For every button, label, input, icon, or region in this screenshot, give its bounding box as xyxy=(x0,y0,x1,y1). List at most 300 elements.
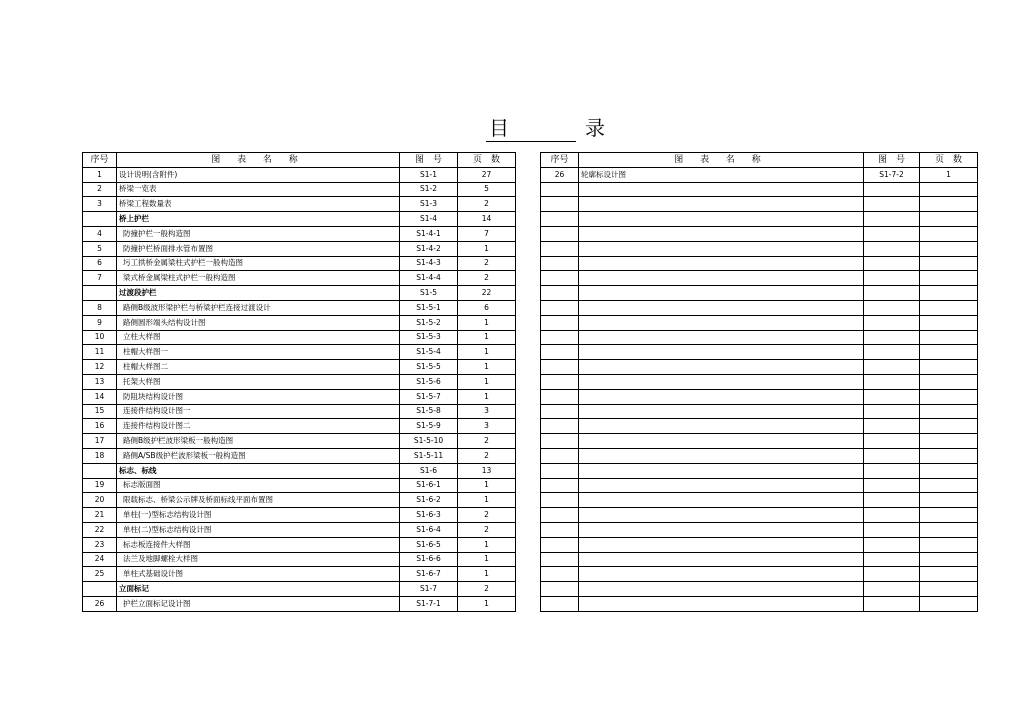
row-drawing-code: S1-5-9 xyxy=(400,419,458,434)
empty-cell xyxy=(864,419,920,434)
empty-cell xyxy=(541,389,579,404)
row-drawing-code: S1-1 xyxy=(400,167,458,182)
table-row xyxy=(83,582,516,597)
row-title: 护栏立面标记设计图 xyxy=(117,596,400,611)
row-number: 3 xyxy=(83,197,117,212)
row-number: 26 xyxy=(83,596,117,611)
empty-cell xyxy=(541,567,579,582)
row-number: 10 xyxy=(83,330,117,345)
header-pages: 页 数 xyxy=(458,153,516,168)
empty-cell xyxy=(920,522,978,537)
row-title: 立面标记 xyxy=(117,582,400,597)
row-page-count: 1 xyxy=(458,537,516,552)
row-drawing-code: S1-7-2 xyxy=(864,167,920,182)
row-title: 防撞护栏一般构造图 xyxy=(117,226,400,241)
empty-cell xyxy=(920,419,978,434)
row-number: 20 xyxy=(83,493,117,508)
row-number: 15 xyxy=(83,404,117,419)
row-number: 26 xyxy=(541,167,579,182)
empty-cell xyxy=(579,463,864,478)
empty-cell xyxy=(579,286,864,301)
row-title: 轮廓标设计图 xyxy=(579,167,864,182)
row-title: 过渡段护栏 xyxy=(117,286,400,301)
empty-cell xyxy=(920,537,978,552)
empty-cell xyxy=(541,300,579,315)
row-drawing-code: S1-6 xyxy=(400,463,458,478)
row-title: 立柱大样图 xyxy=(117,330,400,345)
row-number: 5 xyxy=(83,241,117,256)
row-title: 防阻块结构设计图 xyxy=(117,389,400,404)
empty-cell xyxy=(864,493,920,508)
table-row xyxy=(83,537,516,552)
empty-cell xyxy=(579,434,864,449)
empty-cell xyxy=(864,271,920,286)
row-drawing-code: S1-2 xyxy=(400,182,458,197)
empty-cell xyxy=(864,596,920,611)
row-page-count: 1 xyxy=(458,345,516,360)
empty-row xyxy=(541,508,978,523)
row-number: 14 xyxy=(83,389,117,404)
empty-row xyxy=(541,537,978,552)
row-title: 限载标志、桥梁公示牌及桥面标线平面布置图 xyxy=(117,493,400,508)
table-row xyxy=(83,478,516,493)
empty-cell xyxy=(541,522,579,537)
table-row xyxy=(83,226,516,241)
empty-cell xyxy=(579,374,864,389)
row-number: 24 xyxy=(83,552,117,567)
empty-cell xyxy=(579,567,864,582)
empty-row xyxy=(541,271,978,286)
empty-cell xyxy=(541,374,579,389)
row-page-count: 2 xyxy=(458,448,516,463)
empty-cell xyxy=(864,197,920,212)
empty-cell xyxy=(541,552,579,567)
table-row xyxy=(83,286,516,301)
row-title: 防撞护栏桥面排水管布置图 xyxy=(117,241,400,256)
empty-cell xyxy=(864,286,920,301)
empty-row xyxy=(541,374,978,389)
empty-cell xyxy=(579,212,864,227)
row-page-count: 1 xyxy=(458,389,516,404)
empty-row xyxy=(541,434,978,449)
row-number: 1 xyxy=(83,167,117,182)
empty-row xyxy=(541,197,978,212)
row-page-count: 14 xyxy=(458,212,516,227)
empty-cell xyxy=(541,315,579,330)
table-row xyxy=(83,419,516,434)
row-drawing-code: S1-4 xyxy=(400,212,458,227)
table-row xyxy=(83,167,516,182)
empty-row xyxy=(541,567,978,582)
row-title: 柱帽大样图一 xyxy=(117,345,400,360)
row-page-count: 13 xyxy=(458,463,516,478)
empty-cell xyxy=(864,315,920,330)
catalog-table-left xyxy=(82,152,516,612)
empty-cell xyxy=(579,256,864,271)
row-title: 路侧圆形端头结构设计图 xyxy=(117,315,400,330)
empty-cell xyxy=(579,596,864,611)
table-row xyxy=(83,374,516,389)
row-drawing-code: S1-5-3 xyxy=(400,330,458,345)
table-row xyxy=(83,360,516,375)
empty-row xyxy=(541,463,978,478)
empty-row xyxy=(541,315,978,330)
empty-cell xyxy=(541,241,579,256)
empty-row xyxy=(541,404,978,419)
table-header-row xyxy=(83,153,516,168)
table-row xyxy=(83,345,516,360)
row-number: 13 xyxy=(83,374,117,389)
row-number xyxy=(83,582,117,597)
row-drawing-code: S1-6-5 xyxy=(400,537,458,552)
empty-cell xyxy=(864,448,920,463)
header-code: 图 号 xyxy=(400,153,458,168)
row-number xyxy=(83,286,117,301)
empty-cell xyxy=(541,226,579,241)
row-title: 梁式桥金属梁柱式护栏一般构造图 xyxy=(117,271,400,286)
empty-cell xyxy=(920,360,978,375)
row-title: 单柱式基础设计图 xyxy=(117,567,400,582)
empty-cell xyxy=(541,448,579,463)
row-drawing-code: S1-6-2 xyxy=(400,493,458,508)
title-underline xyxy=(486,141,576,142)
table-row xyxy=(83,522,516,537)
empty-cell xyxy=(864,522,920,537)
row-drawing-code: S1-5 xyxy=(400,286,458,301)
header-code: 图 号 xyxy=(864,153,920,168)
empty-cell xyxy=(920,345,978,360)
empty-cell xyxy=(920,478,978,493)
table-row xyxy=(541,167,978,182)
table-row xyxy=(83,567,516,582)
empty-cell xyxy=(579,315,864,330)
row-page-count: 1 xyxy=(458,360,516,375)
row-page-count: 6 xyxy=(458,300,516,315)
empty-cell xyxy=(541,537,579,552)
row-page-count: 2 xyxy=(458,256,516,271)
table-row xyxy=(83,596,516,611)
empty-cell xyxy=(579,493,864,508)
row-drawing-code: S1-6-6 xyxy=(400,552,458,567)
table-row xyxy=(83,300,516,315)
empty-cell xyxy=(920,330,978,345)
empty-cell xyxy=(920,596,978,611)
empty-row xyxy=(541,419,978,434)
empty-cell xyxy=(541,271,579,286)
empty-cell xyxy=(541,404,579,419)
row-drawing-code: S1-5-8 xyxy=(400,404,458,419)
empty-cell xyxy=(920,567,978,582)
empty-cell xyxy=(864,463,920,478)
row-page-count: 2 xyxy=(458,582,516,597)
row-number: 12 xyxy=(83,360,117,375)
table-row xyxy=(83,271,516,286)
empty-cell xyxy=(864,226,920,241)
empty-row xyxy=(541,226,978,241)
empty-cell xyxy=(541,493,579,508)
empty-cell xyxy=(864,330,920,345)
empty-cell xyxy=(920,404,978,419)
row-drawing-code: S1-6-1 xyxy=(400,478,458,493)
row-title: 单柱(一)型标志结构设计图 xyxy=(117,508,400,523)
empty-row xyxy=(541,552,978,567)
header-no: 序号 xyxy=(83,153,117,168)
table-row xyxy=(83,448,516,463)
empty-cell xyxy=(864,567,920,582)
row-title: 连接件结构设计图二 xyxy=(117,419,400,434)
empty-cell xyxy=(579,508,864,523)
row-title: 托架大样图 xyxy=(117,374,400,389)
row-title: 标志版面图 xyxy=(117,478,400,493)
row-title: 圬工拱桥金属梁柱式护栏一般构造图 xyxy=(117,256,400,271)
empty-cell xyxy=(579,226,864,241)
empty-cell xyxy=(579,345,864,360)
table-row xyxy=(83,404,516,419)
empty-cell xyxy=(541,345,579,360)
empty-cell xyxy=(864,345,920,360)
row-number: 23 xyxy=(83,537,117,552)
empty-cell xyxy=(579,182,864,197)
empty-cell xyxy=(541,286,579,301)
empty-row xyxy=(541,182,978,197)
empty-cell xyxy=(864,182,920,197)
empty-cell xyxy=(579,389,864,404)
empty-cell xyxy=(920,226,978,241)
empty-row xyxy=(541,582,978,597)
header-name: 图 表 名 称 xyxy=(117,153,400,168)
empty-row xyxy=(541,360,978,375)
empty-cell xyxy=(864,212,920,227)
empty-cell xyxy=(920,315,978,330)
empty-cell xyxy=(920,212,978,227)
row-number: 19 xyxy=(83,478,117,493)
row-drawing-code: S1-5-10 xyxy=(400,434,458,449)
empty-cell xyxy=(864,300,920,315)
empty-cell xyxy=(864,404,920,419)
empty-cell xyxy=(864,360,920,375)
empty-row xyxy=(541,478,978,493)
row-drawing-code: S1-4-3 xyxy=(400,256,458,271)
empty-cell xyxy=(579,404,864,419)
row-number: 9 xyxy=(83,315,117,330)
empty-row xyxy=(541,212,978,227)
row-page-count: 1 xyxy=(458,493,516,508)
table-row xyxy=(83,434,516,449)
row-drawing-code: S1-4-1 xyxy=(400,226,458,241)
row-drawing-code: S1-5-1 xyxy=(400,300,458,315)
empty-cell xyxy=(864,582,920,597)
empty-cell xyxy=(579,552,864,567)
page-title: 目 录 xyxy=(489,116,633,140)
row-page-count: 2 xyxy=(458,508,516,523)
row-page-count: 1 xyxy=(458,478,516,493)
row-drawing-code: S1-4-2 xyxy=(400,241,458,256)
header-pages: 页 数 xyxy=(920,153,978,168)
table-row xyxy=(83,493,516,508)
empty-cell xyxy=(541,434,579,449)
row-page-count: 2 xyxy=(458,271,516,286)
empty-cell xyxy=(920,241,978,256)
row-title: 路侧A/SB级护栏波形梁板一般构造图 xyxy=(117,448,400,463)
empty-cell xyxy=(920,434,978,449)
empty-cell xyxy=(541,212,579,227)
empty-cell xyxy=(864,374,920,389)
empty-cell xyxy=(579,197,864,212)
row-number: 11 xyxy=(83,345,117,360)
empty-cell xyxy=(579,241,864,256)
row-drawing-code: S1-7-1 xyxy=(400,596,458,611)
table-row xyxy=(83,389,516,404)
table-row xyxy=(83,463,516,478)
row-number: 6 xyxy=(83,256,117,271)
row-drawing-code: S1-3 xyxy=(400,197,458,212)
row-number: 16 xyxy=(83,419,117,434)
row-page-count: 7 xyxy=(458,226,516,241)
row-page-count: 1 xyxy=(458,241,516,256)
row-number: 17 xyxy=(83,434,117,449)
row-number: 2 xyxy=(83,182,117,197)
empty-cell xyxy=(864,256,920,271)
empty-cell xyxy=(920,300,978,315)
row-title: 柱帽大样图二 xyxy=(117,360,400,375)
row-page-count: 1 xyxy=(458,596,516,611)
table-header-row xyxy=(541,153,978,168)
row-title: 桥上护栏 xyxy=(117,212,400,227)
row-page-count: 22 xyxy=(458,286,516,301)
empty-cell xyxy=(541,463,579,478)
empty-cell xyxy=(920,374,978,389)
row-page-count: 1 xyxy=(458,374,516,389)
row-number: 21 xyxy=(83,508,117,523)
row-number: 25 xyxy=(83,567,117,582)
row-title: 路侧B级波形梁护栏与桥梁护栏连接过渡设计 xyxy=(117,300,400,315)
table-row xyxy=(83,241,516,256)
row-drawing-code: S1-5-4 xyxy=(400,345,458,360)
row-page-count: 2 xyxy=(458,522,516,537)
row-number: 7 xyxy=(83,271,117,286)
table-row xyxy=(83,315,516,330)
row-drawing-code: S1-6-3 xyxy=(400,508,458,523)
row-page-count: 2 xyxy=(458,434,516,449)
row-page-count: 27 xyxy=(458,167,516,182)
row-number xyxy=(83,212,117,227)
row-number: 18 xyxy=(83,448,117,463)
row-drawing-code: S1-6-4 xyxy=(400,522,458,537)
empty-cell xyxy=(920,182,978,197)
empty-cell xyxy=(920,582,978,597)
empty-cell xyxy=(541,596,579,611)
row-drawing-code: S1-5-2 xyxy=(400,315,458,330)
empty-cell xyxy=(541,256,579,271)
row-drawing-code: S1-6-7 xyxy=(400,567,458,582)
empty-row xyxy=(541,330,978,345)
row-page-count: 5 xyxy=(458,182,516,197)
empty-cell xyxy=(579,448,864,463)
empty-row xyxy=(541,522,978,537)
empty-row xyxy=(541,345,978,360)
empty-cell xyxy=(579,330,864,345)
row-title: 标志板连接件大样图 xyxy=(117,537,400,552)
empty-row xyxy=(541,596,978,611)
row-title: 设计说明(含附件) xyxy=(117,167,400,182)
table-row xyxy=(83,212,516,227)
table-row xyxy=(83,197,516,212)
empty-cell xyxy=(920,463,978,478)
row-page-count: 1 xyxy=(458,567,516,582)
row-number: 8 xyxy=(83,300,117,315)
empty-cell xyxy=(541,360,579,375)
empty-cell xyxy=(579,522,864,537)
empty-cell xyxy=(920,256,978,271)
empty-cell xyxy=(864,478,920,493)
empty-row xyxy=(541,286,978,301)
row-number xyxy=(83,463,117,478)
row-drawing-code: S1-7 xyxy=(400,582,458,597)
row-title: 桥梁工程数量表 xyxy=(117,197,400,212)
row-drawing-code: S1-5-11 xyxy=(400,448,458,463)
empty-cell xyxy=(541,330,579,345)
empty-cell xyxy=(541,182,579,197)
empty-cell xyxy=(579,478,864,493)
row-drawing-code: S1-5-6 xyxy=(400,374,458,389)
empty-row xyxy=(541,300,978,315)
catalog-table-right xyxy=(540,152,978,612)
row-title: 连接件结构设计图一 xyxy=(117,404,400,419)
row-drawing-code: S1-5-7 xyxy=(400,389,458,404)
header-name: 图 表 名 称 xyxy=(579,153,864,168)
empty-cell xyxy=(579,419,864,434)
empty-cell xyxy=(864,434,920,449)
empty-cell xyxy=(864,508,920,523)
row-title: 单柱(二)型标志结构设计图 xyxy=(117,522,400,537)
empty-cell xyxy=(864,389,920,404)
empty-cell xyxy=(579,360,864,375)
empty-cell xyxy=(541,478,579,493)
empty-cell xyxy=(541,197,579,212)
empty-cell xyxy=(579,537,864,552)
table-row xyxy=(83,182,516,197)
empty-row xyxy=(541,493,978,508)
empty-cell xyxy=(864,552,920,567)
header-no: 序号 xyxy=(541,153,579,168)
row-page-count: 1 xyxy=(458,315,516,330)
empty-row xyxy=(541,448,978,463)
empty-cell xyxy=(864,537,920,552)
row-page-count: 1 xyxy=(920,167,978,182)
row-page-count: 2 xyxy=(458,197,516,212)
row-page-count: 3 xyxy=(458,404,516,419)
empty-cell xyxy=(541,419,579,434)
empty-cell xyxy=(920,508,978,523)
empty-cell xyxy=(920,389,978,404)
empty-cell xyxy=(541,508,579,523)
row-page-count: 1 xyxy=(458,552,516,567)
empty-row xyxy=(541,389,978,404)
empty-cell xyxy=(579,271,864,286)
row-page-count: 3 xyxy=(458,419,516,434)
table-row xyxy=(83,330,516,345)
row-number: 4 xyxy=(83,226,117,241)
row-page-count: 1 xyxy=(458,330,516,345)
row-title: 法兰及地脚螺栓大样图 xyxy=(117,552,400,567)
empty-cell xyxy=(920,197,978,212)
empty-cell xyxy=(579,582,864,597)
row-drawing-code: S1-4-4 xyxy=(400,271,458,286)
empty-cell xyxy=(920,286,978,301)
empty-row xyxy=(541,241,978,256)
empty-cell xyxy=(920,552,978,567)
row-title: 路侧B级护栏波形梁板一般构造图 xyxy=(117,434,400,449)
